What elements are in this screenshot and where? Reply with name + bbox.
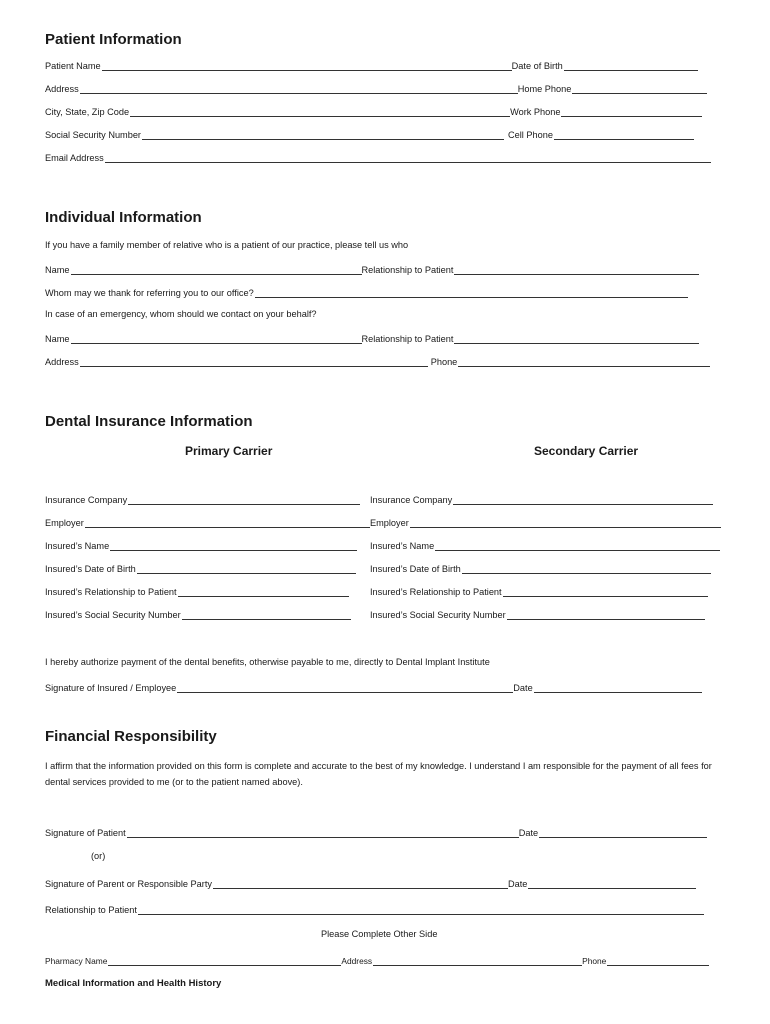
secondary-field-input[interactable]: [410, 518, 721, 528]
emergency-phone-field[interactable]: [458, 357, 710, 367]
patient-info-heading: Patient Information: [45, 31, 182, 48]
insurance-row: [45, 492, 713, 505]
ssn-field[interactable]: [142, 130, 504, 140]
patient-signature-field[interactable]: [127, 828, 519, 838]
referral-label: Whom may we thank for referring you to our office?: [45, 288, 254, 298]
primary-field-input[interactable]: [178, 587, 349, 597]
city-state-zip-field[interactable]: [130, 107, 510, 117]
insured-signature-label: Signature of Insured / Employee: [45, 683, 177, 693]
patient-signature-row: [45, 825, 707, 838]
home-phone-label: Home Phone: [517, 84, 572, 94]
secondary-field-input[interactable]: [462, 564, 711, 574]
emergency-relationship-label: Relationship to Patient: [361, 334, 454, 344]
parent-signature-date-label: Date: [508, 879, 528, 889]
primary-field-input[interactable]: [85, 518, 370, 528]
emergency-name-field[interactable]: [71, 334, 362, 344]
parent-signature-field[interactable]: [213, 879, 508, 889]
individual-info-heading: Individual Information: [45, 209, 202, 226]
insurance-row: [45, 607, 705, 620]
email-field[interactable]: [105, 153, 711, 163]
financial-responsibility-heading: Financial Responsibility: [45, 728, 217, 745]
referral-row: [45, 285, 688, 298]
parent-signature-date-field[interactable]: [528, 879, 696, 889]
pharmacy-phone-field[interactable]: [607, 956, 709, 966]
secondary-field-label: Insured’s Date of Birth: [370, 564, 461, 574]
patient-name-row: [45, 58, 698, 71]
patient-signature-label: Signature of Patient: [45, 828, 126, 838]
authorization-statement: I hereby authorize payment of the dental benefits, otherwise payable to me, directly to Dental Implant Institute: [45, 657, 490, 667]
work-phone-label: Work Phone: [510, 107, 561, 117]
insurance-row: [45, 538, 720, 551]
family-relationship-label: Relationship to Patient: [361, 265, 454, 275]
insured-date-field[interactable]: [534, 683, 702, 693]
family-relationship-field[interactable]: [454, 265, 699, 275]
primary-field-input[interactable]: [137, 564, 356, 574]
secondary-field-input[interactable]: [435, 541, 720, 551]
insurance-row: [45, 584, 708, 597]
insured-date-label: Date: [513, 683, 533, 693]
referral-field[interactable]: [255, 288, 688, 298]
patient-signature-date-label: Date: [518, 828, 539, 838]
emergency-name-row: [45, 331, 699, 344]
pharmacy-name-field[interactable]: [108, 956, 341, 966]
address-label: Address: [45, 84, 79, 94]
pharmacy-address-label: Address: [341, 956, 373, 966]
pharmacy-name-label: Pharmacy Name: [45, 956, 108, 966]
secondary-field-label: Insured’s Relationship to Patient: [370, 587, 502, 597]
ssn-label: Social Security Number: [45, 130, 141, 140]
secondary-field-label: Insured’s Social Security Number: [370, 610, 506, 620]
family-name-row: [45, 262, 699, 275]
family-member-intro: If you have a family member of relative who is a patient of our practice, please tell us who: [45, 240, 409, 250]
secondary-field-label: Insured’s Name: [370, 541, 435, 551]
secondary-field-input[interactable]: [453, 495, 713, 505]
secondary-field-label: Insurance Company: [370, 495, 453, 505]
family-name-label: Name: [45, 265, 70, 275]
responsible-relationship-field[interactable]: [138, 905, 704, 915]
dob-field[interactable]: [564, 61, 698, 71]
address-row: [45, 81, 707, 94]
secondary-field-input[interactable]: [503, 587, 708, 597]
relationship-row: [45, 902, 704, 915]
emergency-prompt: In case of an emergency, whom should we contact on your behalf?: [45, 309, 317, 319]
insured-signature-row: [45, 680, 702, 693]
primary-field-input[interactable]: [182, 610, 351, 620]
primary-field-label: Insured’s Relationship to Patient: [45, 587, 177, 597]
patient-name-field[interactable]: [102, 61, 512, 71]
cell-phone-label: Cell Phone: [508, 130, 553, 140]
email-row: [45, 150, 711, 163]
medical-history-heading: Medical Information and Health History: [45, 978, 222, 989]
primary-field-label: Insured’s Name: [45, 541, 110, 551]
parent-signature-row: [45, 876, 696, 889]
complete-other-side-note: Please Complete Other Side: [321, 929, 438, 939]
secondary-field-input[interactable]: [507, 610, 705, 620]
parent-signature-label: Signature of Parent or Responsible Party: [45, 879, 212, 889]
primary-field-label: Insured’s Date of Birth: [45, 564, 136, 574]
primary-field-input[interactable]: [110, 541, 357, 551]
address-field[interactable]: [80, 84, 518, 94]
primary-carrier-heading: Primary Carrier: [185, 444, 273, 458]
primary-field-label: Insured’s Social Security Number: [45, 610, 181, 620]
pharmacy-row: [45, 953, 709, 966]
dental-insurance-heading: Dental Insurance Information: [45, 413, 253, 430]
pharmacy-address-field[interactable]: [373, 956, 582, 966]
home-phone-field[interactable]: [572, 84, 707, 94]
insurance-row: [45, 515, 721, 528]
family-name-field[interactable]: [71, 265, 362, 275]
dob-label: Date of Birth: [511, 61, 563, 71]
emergency-relationship-field[interactable]: [454, 334, 699, 344]
emergency-address-label: Address: [45, 357, 79, 367]
cell-phone-field[interactable]: [554, 130, 694, 140]
pharmacy-phone-label: Phone: [582, 956, 607, 966]
affirm-statement: I affirm that the information provided on this form is complete and accurate to the best of my knowledge. I understand I am responsible for the payment of all fees for dental services provided to me (or to the patient named above).: [45, 761, 712, 787]
email-label: Email Address: [45, 153, 104, 163]
secondary-field-label: Employer: [370, 518, 409, 528]
primary-field-input[interactable]: [128, 495, 360, 505]
city-row: [45, 104, 702, 117]
primary-field-label: Employer: [45, 518, 84, 528]
primary-field-label: Insurance Company: [45, 495, 128, 505]
emergency-address-row: [45, 354, 710, 367]
secondary-carrier-heading: Secondary Carrier: [534, 444, 639, 458]
insured-signature-field[interactable]: [177, 683, 513, 693]
emergency-phone-label: Phone: [430, 357, 458, 367]
emergency-address-field[interactable]: [80, 357, 428, 367]
emergency-name-label: Name: [45, 334, 70, 344]
insurance-row: [45, 561, 711, 574]
patient-signature-date-field[interactable]: [539, 828, 707, 838]
work-phone-field[interactable]: [561, 107, 702, 117]
patient-name-label: Patient Name: [45, 61, 101, 71]
ssn-row: [45, 127, 694, 140]
responsible-relationship-label: Relationship to Patient: [45, 905, 137, 915]
or-separator: (or): [91, 851, 106, 861]
city-state-zip-label: City, State, Zip Code: [45, 107, 130, 117]
